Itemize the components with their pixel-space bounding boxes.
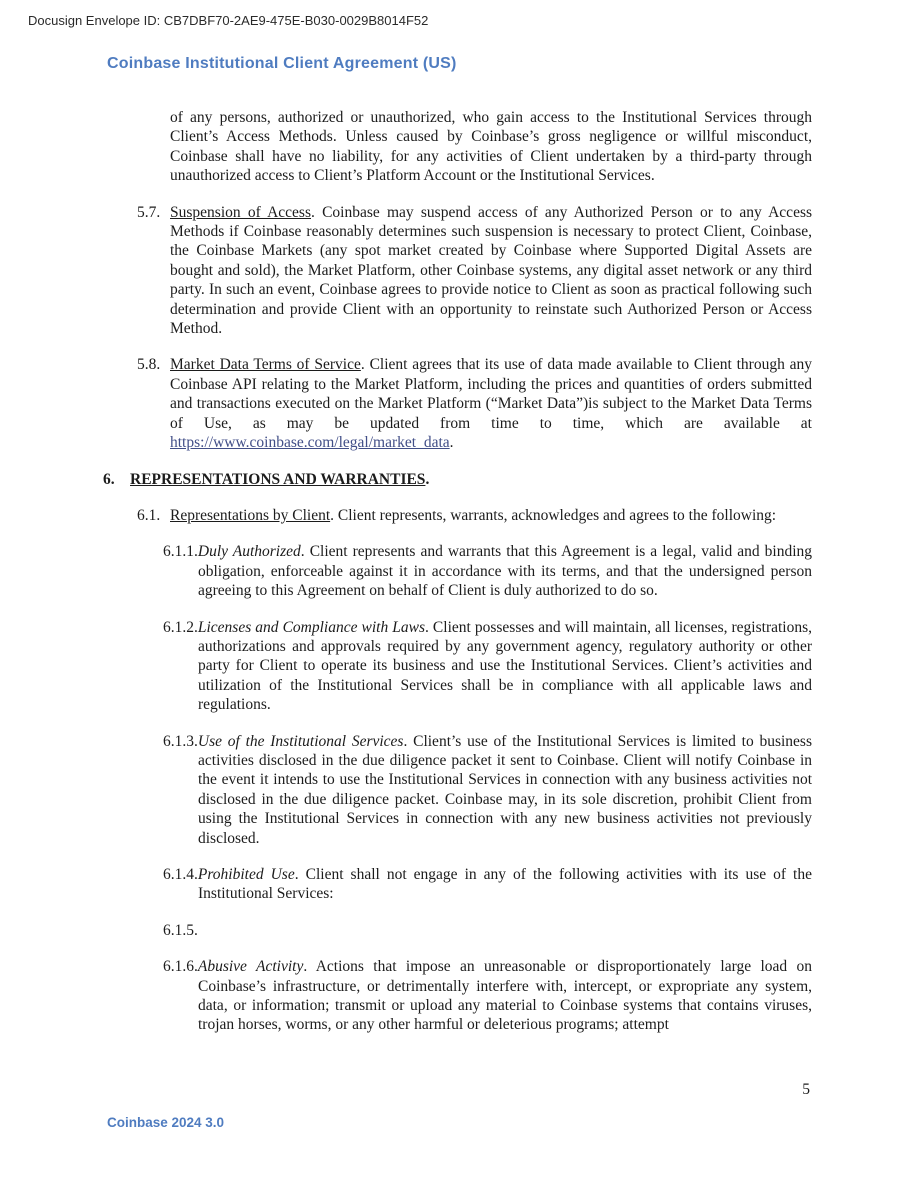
section-heading: Duly Authorized bbox=[197, 543, 301, 561]
section-6-1-3 bbox=[163, 732, 812, 848]
section-text: Client agrees that its use of data made available to Client through any Coinbase API relating to the Market Platform, including the prices and quantities of orders submitted and transactions executed on the Market Platform (“Market Data”)is subject to the Market Data Terms of Use, as may be updated from time to time, which are available at bbox=[170, 356, 813, 432]
section-heading: Abusive Activity bbox=[197, 958, 304, 976]
heading-separator: . bbox=[300, 543, 305, 561]
heading-separator: . bbox=[403, 732, 408, 750]
section-6-1-1 bbox=[163, 542, 813, 600]
section-6-1 bbox=[137, 506, 812, 525]
heading-separator: . bbox=[330, 506, 335, 524]
section-heading: REPRESENTATIONS AND WARRANTIES bbox=[130, 470, 426, 488]
section-6-1-4 bbox=[163, 865, 812, 904]
market-data-link[interactable]: https://www.coinbase.com/legal/market_data bbox=[170, 434, 450, 452]
section-number: 6. bbox=[103, 470, 115, 488]
section-6-heading bbox=[103, 470, 812, 489]
heading-separator: . bbox=[303, 958, 308, 976]
section-number: 6.1. bbox=[137, 506, 161, 524]
section-number: 5.7. bbox=[137, 203, 161, 221]
section-text: Actions that impose an unreasonable or disproportionately large load on Coinbase’s infrastructure, or detrimentally interfere with, intercept, or expropriate any system, data, or information; transmit or upload any material to Coinbase systems that contains viruses, trojan horses, worms, or any other harmful or deleterious programs; attempt bbox=[198, 958, 812, 1034]
heading-separator: . bbox=[425, 470, 430, 488]
section-text-after-link: . bbox=[449, 434, 454, 452]
section-text: Client’s use of the Institutional Services is limited to business activities disclosed in the due diligence packet it sent to Coinbase. Client will notify Coinbase in the event it intends to use the Institutional Services in connection with any business activities not disclosed in the due diligence packet. Coinbase may, in its sole discretion, prohibit Client from using the Institutional Services in connection with any new business activities not previously disclosed. bbox=[198, 732, 812, 847]
section-number: 6.1.2. bbox=[163, 618, 198, 636]
section-6-1-2 bbox=[163, 618, 813, 715]
section-number: 6.1.3. bbox=[163, 732, 198, 750]
section-number: 6.1.1. bbox=[163, 543, 198, 561]
page-number: 5 bbox=[802, 1081, 810, 1098]
section-5-8 bbox=[137, 355, 813, 452]
section-heading: Representations by Client bbox=[170, 506, 331, 524]
section-heading: Use of the Institutional Services bbox=[197, 732, 404, 750]
section-6-1-6 bbox=[163, 957, 812, 1035]
footer-version: Coinbase 2024 3.0 bbox=[107, 1115, 225, 1130]
section-number: 5.8. bbox=[137, 356, 161, 374]
section-text: Client represents, warrants, acknowledges and agrees to the following: bbox=[337, 506, 777, 524]
section-heading: Prohibited Use bbox=[197, 866, 295, 883]
section-heading: Market Data Terms of Service bbox=[170, 356, 361, 374]
intro-paragraph: of any persons, authorized or unauthorized, who gain access to the Institutional Services through Client’s Access Methods. Unless caused by Coinbase’s gross negligence or willful misconduct, Coinbase shall have no liability, for any activities of Client undertaken by a third-party through unauthorized access to Client’s Platform Account or the Institutional Services. bbox=[170, 109, 812, 185]
section-number: 6.1.4. bbox=[163, 866, 198, 883]
section-number: 6.1.5. bbox=[163, 921, 198, 939]
section-5-7 bbox=[137, 203, 813, 339]
section-6-1-5 bbox=[163, 921, 812, 940]
heading-separator: . bbox=[360, 356, 365, 374]
document-body bbox=[0, 108, 918, 1035]
document-title: Coinbase Institutional Client Agreement (US) bbox=[107, 55, 457, 72]
heading-separator: . bbox=[425, 618, 429, 636]
section-text: Client possesses and will maintain, all licenses, registrations, authorizations and approvals required by any government agency, regulatory authority or other party for Client to operate its business and use the Institutional Services. Client’s activities and utilization of the Institutional Services shall be in compliance with all applicable laws and regulations. bbox=[198, 618, 813, 714]
docusign-envelope-id: Docusign Envelope ID: CB7DBF70-2AE9-475E-B030-0029B8014F52 bbox=[28, 13, 429, 28]
section-text: Client shall not engage in any of the following activities with its use of the Institutional Services: bbox=[198, 866, 812, 903]
section-heading: Suspension of Access bbox=[170, 203, 311, 221]
section-heading: Licenses and Compliance with Laws bbox=[197, 618, 425, 636]
heading-separator: . bbox=[311, 203, 315, 221]
section-text: Coinbase may suspend access of any Authorized Person or to any Access Methods if Coinbase reasonably determines such suspension is necessary to protect Client, Coinbase, the Coinbase Markets (any spot market created by Coinbase where Supported Digital Assets are bought and sold), the Market Platform, other Coinbase systems, any digital asset network or any third party. In such an event, Coinbase agrees to provide notice to Client as soon as practical following such determination and provide Client with an opportunity to reinstate such Authorized Person or Access Method. bbox=[170, 203, 813, 338]
section-number: 6.1.6. bbox=[163, 958, 198, 976]
heading-separator: . bbox=[294, 866, 299, 883]
section-text: Client represents and warrants that this Agreement is a legal, valid and binding obligation, enforceable against it in accordance with its terms, and that the undersigned person agreeing to this Agreement on behalf of Client is duly authorized to do so. bbox=[198, 543, 813, 600]
